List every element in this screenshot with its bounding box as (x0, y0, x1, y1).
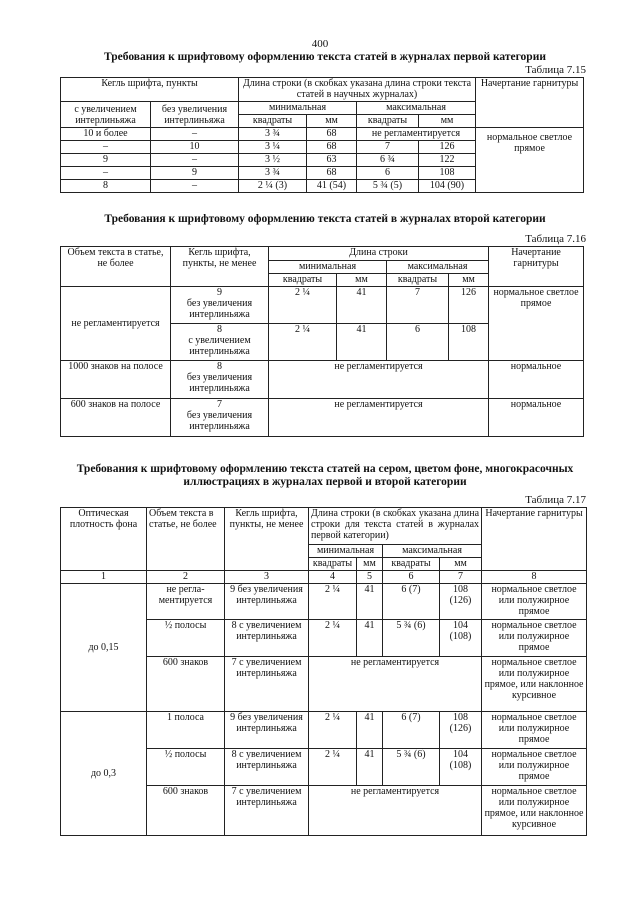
cell: 6 (387, 324, 449, 361)
header-volume: Объем текста в статье, не более (61, 247, 171, 287)
density-cell: до 0,15 (61, 584, 147, 712)
cell: 7 (357, 141, 419, 154)
cell: 2 ¼ (309, 620, 357, 657)
cell: 126 (449, 287, 489, 324)
cell: 6 ¾ (357, 154, 419, 167)
typeface-cell: нормальное (489, 361, 584, 399)
typeface-cell: нормальное светлое или полужирное прямое, или наклонное курсивное (482, 657, 587, 712)
size-cell: 7 без увеличения интерлиньяжа (171, 399, 269, 437)
cell: 122 (419, 154, 476, 167)
cell: 2 ¼ (309, 749, 357, 786)
volume-cell: 600 знаков на полосе (61, 399, 171, 437)
typeface-cell: нормальное (489, 399, 584, 437)
cell: 2 ¼ (309, 584, 357, 620)
header-with-leading: с увеличением интерлиньяжа (61, 102, 151, 128)
size-cell: 9 без увеличения интерлиньяжа (225, 712, 309, 749)
header-line-length: Длина строки (269, 247, 489, 261)
cell: 9 (151, 167, 239, 180)
header-line-length: Длина строки (в скобках указана длина строки текста статей в научных журналах) (239, 78, 476, 102)
cell: 68 (307, 141, 357, 154)
cell: 3 ¾ (239, 167, 307, 180)
cell: 108 (419, 167, 476, 180)
table-row (61, 399, 584, 437)
volume-cell: 1 полоса (147, 712, 225, 749)
cell: 126 (419, 141, 476, 154)
size-cell: 7 с увеличением интерлиньяжа (225, 786, 309, 836)
header-line-length: Длина строки (в скобках указана длина строки для текста статей в журналах первой категории) (309, 508, 482, 545)
header-typeface: Начертание гарнитуры (476, 78, 584, 128)
typeface-cell: нормальное светлое или полужирное прямое (482, 749, 587, 786)
typeface-cell: нормальное светлое прямое (489, 287, 584, 361)
cell: 41 (357, 584, 383, 620)
header-max: максимальная (357, 102, 476, 115)
cell: 7 (387, 287, 449, 324)
cell: 6 (7) (383, 584, 440, 620)
typeface-cell: нормальное светлое или полужирное прямое (482, 712, 587, 749)
header-min: минимальная (309, 545, 383, 558)
header-size: Кегль шрифта, пункты (61, 78, 239, 102)
cell: 68 (307, 167, 357, 180)
typeface-cell: нормальное светлое или полужирное прямое, или наклонное курсивное (482, 786, 587, 836)
header-mm-max: мм (440, 558, 482, 571)
table-row (61, 287, 584, 324)
header-mm-min: мм (307, 115, 357, 128)
header-without-leading: без увеличения интерлиньяжа (151, 102, 239, 128)
typeface-cell: нормальное светлое прямое (476, 128, 584, 193)
column-number: 5 (357, 571, 383, 584)
table-row (61, 712, 587, 749)
column-number: 8 (482, 571, 587, 584)
column-numbers-row (61, 571, 587, 584)
cell: 5 ¾ (6) (383, 620, 440, 657)
header-max: максимальная (387, 261, 489, 274)
table-7-15 (60, 77, 584, 193)
cell: 3 ¼ (239, 141, 307, 154)
header-quad-min: квадраты (269, 274, 337, 287)
header-mm-max: мм (449, 274, 489, 287)
cell: 8 (61, 180, 151, 193)
length-cell: не регламентируется (269, 399, 489, 437)
column-number: 6 (383, 571, 440, 584)
cell: 63 (307, 154, 357, 167)
header-quad-min: квадраты (309, 558, 357, 571)
cell: 104 (108) (440, 620, 482, 657)
header-volume: Объем текста в статье, не более (147, 508, 225, 571)
header-typeface: Начертание гарнитуры (482, 508, 587, 571)
length-cell: не регламентируется (309, 657, 482, 712)
header-typeface: Начертание гарнитуры (489, 247, 584, 287)
cell: 5 ¾ (5) (357, 180, 419, 193)
size-cell: 9 без увеличения интерлиньяжа (225, 584, 309, 620)
cell: 41 (337, 287, 387, 324)
column-number: 1 (61, 571, 147, 584)
volume-cell: ½ полосы (147, 749, 225, 786)
table-7-17-number: Таблица 7.17 (525, 494, 586, 506)
header-size: Кегль шрифта, пункты, не менее (225, 508, 309, 571)
cell: 2 ¼ (309, 712, 357, 749)
table-7-16-number: Таблица 7.16 (525, 233, 586, 245)
page-number: 400 (311, 38, 329, 50)
cell: 3 ½ (239, 154, 307, 167)
column-number: 3 (225, 571, 309, 584)
volume-cell: 1000 знаков на полосе (61, 361, 171, 399)
cell: 41 (54) (307, 180, 357, 193)
cell: 68 (307, 128, 357, 141)
volume-cell: не регла- ментируется (147, 584, 225, 620)
cell: 10 (151, 141, 239, 154)
table-row (61, 361, 584, 399)
cell: 41 (357, 620, 383, 657)
table-7-15-title: Требования к шрифтовому оформлению текста статей в журналах первой категории (104, 51, 546, 63)
size-cell: 8 без увеличения интерлиньяжа (171, 361, 269, 399)
cell: 10 и более (61, 128, 151, 141)
density-cell: до 0,3 (61, 712, 147, 836)
header-size: Кегль шрифта, пункты, не менее (171, 247, 269, 287)
cell: 108 (449, 324, 489, 361)
cell: 6 (7) (383, 712, 440, 749)
cell: – (61, 167, 151, 180)
header-max: максимальная (383, 545, 482, 558)
header-quad-min: квадраты (239, 115, 307, 128)
cell: – (151, 154, 239, 167)
cell: 2 ¼ (269, 324, 337, 361)
cell: 2 ¼ (3) (239, 180, 307, 193)
header-mm-min: мм (357, 558, 383, 571)
cell: – (151, 180, 239, 193)
typeface-cell: нормальное светлое или полужирное прямое (482, 584, 587, 620)
header-min: минимальная (239, 102, 357, 115)
length-cell: не регламентируется (269, 361, 489, 399)
cell: 5 ¾ (6) (383, 749, 440, 786)
header-quad-max: квадраты (387, 274, 449, 287)
size-cell: 8 с увеличением интерлиньяжа (171, 324, 269, 361)
table-row (61, 584, 587, 620)
cell: 3 ¾ (239, 128, 307, 141)
cell: 41 (357, 749, 383, 786)
header-mm-min: мм (337, 274, 387, 287)
cell: 2 ¼ (269, 287, 337, 324)
cell: 108 (126) (440, 584, 482, 620)
table-7-16-title: Требования к шрифтовому оформлению текста статей в журналах второй категории (104, 213, 546, 225)
cell: 9 (61, 154, 151, 167)
table-7-16 (60, 246, 584, 437)
size-cell: 8 с увеличением интерлиньяжа (225, 749, 309, 786)
cell: 6 (357, 167, 419, 180)
table-7-17 (60, 507, 587, 836)
volume-cell: ½ полосы (147, 620, 225, 657)
size-cell: 8 с увеличением интерлиньяжа (225, 620, 309, 657)
header-quad-max: квадраты (357, 115, 419, 128)
header-quad-max: квадраты (383, 558, 440, 571)
header-mm-max: мм (419, 115, 476, 128)
cell: 108 (126) (440, 712, 482, 749)
column-number: 4 (309, 571, 357, 584)
header-density: Оптическая плотность фона (61, 508, 147, 571)
table-row (61, 128, 584, 141)
typeface-cell: нормальное светлое или полужирное прямое (482, 620, 587, 657)
cell: 41 (357, 712, 383, 749)
cell: 104 (90) (419, 180, 476, 193)
volume-cell: 600 знаков (147, 786, 225, 836)
size-cell: 9 без увеличения интерлиньяжа (171, 287, 269, 324)
header-min: минимальная (269, 261, 387, 274)
column-number: 2 (147, 571, 225, 584)
cell: – (61, 141, 151, 154)
cell: не регламентируется (357, 128, 476, 141)
size-cell: 7 с увеличением интерлиньяжа (225, 657, 309, 712)
volume-cell: не регламентируется (61, 287, 171, 361)
cell: 41 (337, 324, 387, 361)
cell: – (151, 128, 239, 141)
volume-cell: 600 знаков (147, 657, 225, 712)
length-cell: не регламентируется (309, 786, 482, 836)
column-number: 7 (440, 571, 482, 584)
table-7-17-title: Требования к шрифтовому оформлению текста статей на сером, цветом фоне, многокрасочных иллюстрациях в журналах первой и второй категории (76, 463, 574, 488)
cell: 104 (108) (440, 749, 482, 786)
table-7-15-number: Таблица 7.15 (525, 64, 586, 76)
